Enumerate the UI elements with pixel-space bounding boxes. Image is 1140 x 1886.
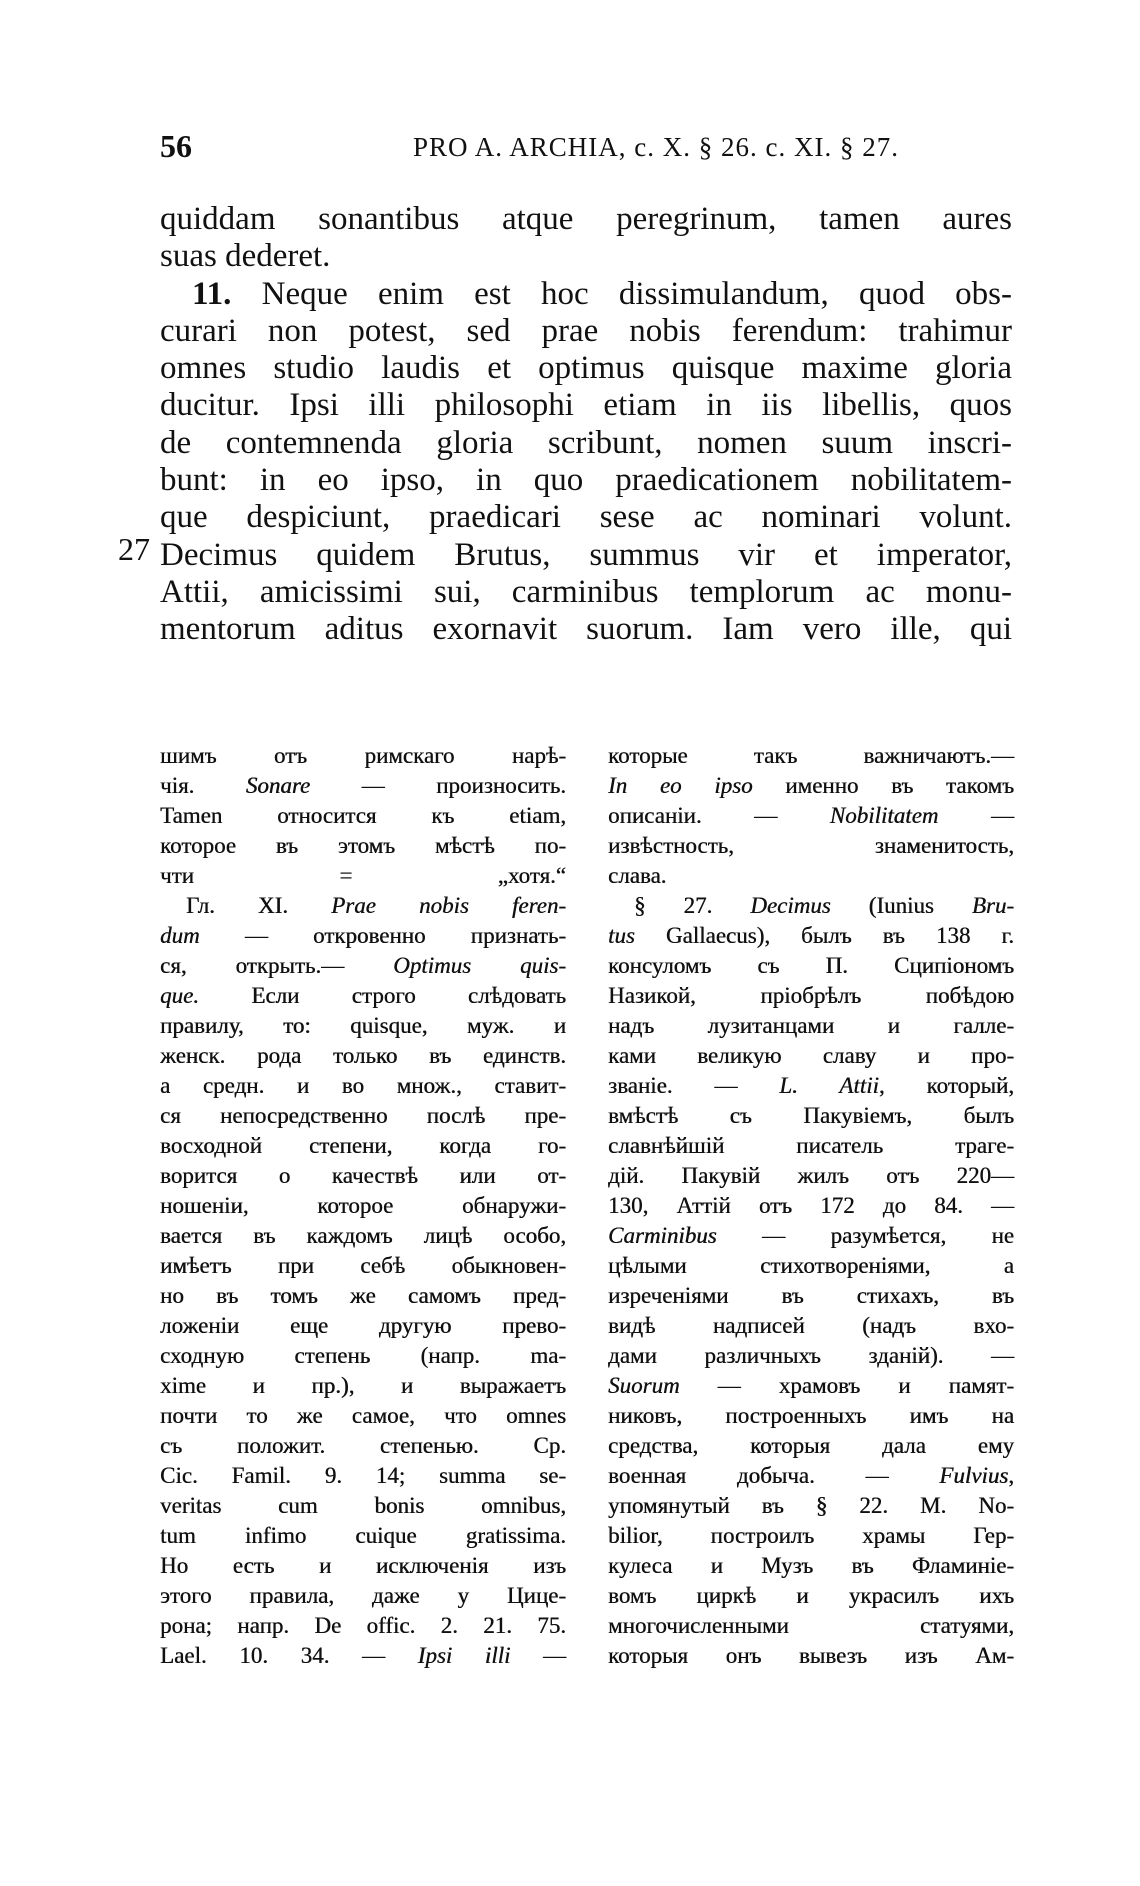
text-segment: которые такъ важничаютъ.— (608, 743, 1014, 768)
text-segment: упомянутый въ § 22. M. No- (608, 1493, 1014, 1518)
text-segment: дій. Пакувій жилъ отъ 220— (608, 1163, 1014, 1188)
text-segment: ся, открыть.— (160, 953, 394, 978)
text-segment: — произносить. (310, 773, 566, 798)
text-segment: veritas cum bonis omnibus, (160, 1493, 566, 1518)
text-segment: именно въ такомъ (752, 773, 1014, 798)
text-segment: tum infimo cuique gratissima. (160, 1523, 566, 1548)
text-line (118, 530, 1012, 574)
italic-term: In eo ipso (608, 773, 753, 798)
text-segment: консуломъ съ П. Сципіономъ (608, 953, 1014, 978)
page-number: 56 (160, 128, 192, 164)
text-line (608, 741, 1014, 771)
text-line (160, 574, 1012, 611)
text-line (160, 1041, 566, 1071)
text-segment: — разумѣется, не (716, 1223, 1014, 1248)
text-line (160, 921, 566, 951)
text-segment: которыя онъ вывезъ изъ Ам- (608, 1643, 1014, 1668)
text-segment: слава. (608, 863, 667, 888)
text-line (160, 1281, 566, 1311)
text-line (160, 831, 566, 861)
text-segment: рона; напр. De offic. 2. 21. 75. (160, 1613, 566, 1638)
text-line (160, 1341, 566, 1371)
text-line (160, 1521, 566, 1551)
text-segment: изреченіями въ стихахъ, въ (608, 1283, 1014, 1308)
italic-term: Suorum (608, 1373, 680, 1398)
text-line (608, 981, 1014, 1011)
text-segment: ношеніи, которое обнаружи- (160, 1193, 566, 1218)
italic-term: Nobilitatem (829, 803, 939, 828)
text-segment: этого правила, даже у Цице- (160, 1583, 566, 1608)
text-segment: Назикой, пріобрѣлъ побѣдою (608, 983, 1014, 1008)
text-line (160, 1071, 566, 1101)
text-segment: вается въ каждомъ лицѣ особо, (160, 1223, 566, 1248)
text-segment: — (938, 803, 1015, 828)
text-line (608, 1221, 1014, 1251)
text-line (160, 201, 1012, 238)
text-line (160, 1101, 566, 1131)
text-line (160, 861, 566, 891)
text-line (608, 1461, 1014, 1491)
text-segment: чія. (160, 773, 246, 798)
text-line (608, 1011, 1014, 1041)
text-segment: Cic. Famil. 9. 14; summa se- (160, 1463, 566, 1488)
text-line (160, 801, 566, 831)
text-segment: (Iunius (830, 893, 972, 918)
text-segment: omnes studio laudis et optimus quisque maxime gloria (160, 350, 1012, 387)
text-segment: цѣлыми стихотвореніями, а (608, 1253, 1014, 1278)
text-segment: славнѣйшій писатель траге- (608, 1133, 1014, 1158)
text-line (608, 1641, 1014, 1671)
text-line (160, 1581, 566, 1611)
text-segment: правилу, то: quisque, муж. и (160, 1013, 566, 1038)
text-line (608, 951, 1014, 981)
italic-term: Fulvius (939, 1463, 1009, 1488)
text-segment: которое въ этомъ мѣстѣ по- (160, 833, 566, 858)
text-line (608, 1041, 1014, 1071)
italic-term: Decimus (750, 893, 831, 918)
text-segment: шимъ отъ римскаго нарѣ- (160, 743, 566, 768)
text-line (608, 1251, 1014, 1281)
text-line (160, 499, 1012, 536)
text-line (160, 1551, 566, 1581)
text-line (608, 1401, 1014, 1431)
italic-term: Carminibus (608, 1223, 717, 1248)
text-segment: que despiciunt, praedicari sese ac nominari volunt. (160, 499, 1012, 536)
text-segment: ducitur. Ipsi illi philosophi etiam in iis libellis, quos (160, 387, 1012, 424)
text-line (160, 1641, 566, 1671)
text-line (608, 831, 1014, 861)
text-line (160, 1011, 566, 1041)
text-line (160, 891, 566, 921)
text-segment: военная добыча. — (608, 1463, 940, 1488)
text-segment: ложеніи еще другую прево- (160, 1313, 566, 1338)
text-segment: Attii, amicissimi sui, carminibus templorum ac monu- (160, 573, 1012, 610)
text-segment: , (1008, 1463, 1014, 1488)
italic-term: Optimus quis- (393, 953, 566, 978)
text-line (608, 771, 1014, 801)
text-segment: кулеса и Музъ въ Фламиніе- (608, 1553, 1014, 1578)
text-segment: , который, (878, 1073, 1014, 1098)
text-segment: никовъ, построенныхъ имъ на (608, 1403, 1014, 1428)
text-line (160, 1371, 566, 1401)
text-segment: средства, которыя дала ему (608, 1433, 1014, 1458)
text-line (608, 891, 1014, 921)
text-line (608, 1371, 1014, 1401)
italic-term: Bru- (971, 893, 1014, 918)
text-line (160, 1191, 566, 1221)
text-segment: — откровенно признать- (199, 923, 566, 948)
text-segment: Decimus quidem Brutus, summus vir et imperator, (160, 536, 1012, 573)
text-line (160, 350, 1012, 387)
text-segment: ся непосредственно послѣ пре- (160, 1103, 566, 1128)
text-segment: званіе. — (608, 1073, 780, 1098)
text-segment: Neque enim est hoc dissimulandum, quod obs- (231, 275, 1012, 312)
text-line (160, 981, 566, 1011)
text-line (160, 1251, 566, 1281)
text-line (160, 951, 566, 981)
text-line (160, 1401, 566, 1431)
text-line (608, 921, 1014, 951)
text-segment: Tamen относится къ etiam, (160, 803, 566, 828)
text-line (608, 1311, 1014, 1341)
text-line (160, 1161, 566, 1191)
text-segment: Gallaecus), былъ въ 138 г. (634, 923, 1014, 948)
text-segment: вмѣстѣ съ Пакувіемъ, былъ (608, 1103, 1014, 1128)
text-segment: Гл. XI. (186, 893, 332, 918)
text-segment: сходную степень (напр. ma- (160, 1343, 566, 1368)
text-segment: Если строго слѣдовать (198, 983, 566, 1008)
text-line (608, 1581, 1014, 1611)
text-segment: — (510, 1643, 567, 1668)
text-line (160, 741, 566, 771)
text-segment: чти = „хотя.“ (160, 863, 566, 888)
text-segment: Но есть и исключенія изъ (160, 1553, 566, 1578)
text-line (608, 1101, 1014, 1131)
section-number: 11. (192, 275, 232, 312)
text-line (608, 1491, 1014, 1521)
text-line (608, 1431, 1014, 1461)
italic-term: dum (160, 923, 200, 948)
text-segment: извѣстность, знаменитость, (608, 833, 1014, 858)
text-segment: многочисленными статуями, (608, 1613, 1014, 1638)
text-segment: ками великую славу и про- (608, 1043, 1014, 1068)
commentary-column-left (160, 741, 566, 1671)
text-segment: 130, Аттій отъ 172 до 84. — (608, 1193, 1014, 1218)
text-segment: quiddam sonantibus atque peregrinum, tamen aures (160, 201, 1012, 237)
text-segment: curari non potest, sed prae nobis ferendum: trahimur (160, 312, 1012, 349)
text-segment: ворится о качествѣ или от- (160, 1163, 566, 1188)
text-line (160, 1461, 566, 1491)
text-segment: восходной степени, когда го- (160, 1133, 566, 1158)
text-line (160, 1221, 566, 1251)
text-line (608, 1521, 1014, 1551)
page-header (160, 128, 1012, 172)
text-line (160, 276, 1012, 313)
text-segment: видѣ надписей (надъ вхо- (608, 1313, 1014, 1338)
text-segment: suas dederet. (160, 238, 331, 275)
italic-term: Ipsi illi (417, 1643, 511, 1668)
text-line (160, 1431, 566, 1461)
text-line (608, 861, 1014, 891)
text-segment: но въ томъ же самомъ пред- (160, 1283, 566, 1308)
commentary-column-right (608, 741, 1014, 1671)
italic-term: Prae nobis feren- (331, 893, 566, 918)
text-segment: — храмовъ и памят- (679, 1373, 1014, 1398)
text-segment: съ положит. степенью. Ср. (160, 1433, 566, 1458)
text-segment: почти то же самое, что omnes (160, 1403, 566, 1428)
text-line (160, 387, 1012, 424)
text-segment: женск. рода только въ единств. (160, 1043, 566, 1068)
text-line (608, 1071, 1014, 1101)
text-segment: § 27. (634, 893, 751, 918)
italic-term: tus (608, 923, 635, 948)
text-segment: а средн. и во множ., ставит- (160, 1073, 566, 1098)
italic-term: que. (160, 983, 199, 1008)
text-line (160, 1131, 566, 1161)
text-line (160, 1611, 566, 1641)
text-segment: bunt: in eo ipso, in quo praedicationem nobilitatem- (160, 462, 1012, 499)
running-head: PRO A. ARCHIA, c. X. § 26. c. XI. § 27. (412, 132, 899, 162)
text-line (160, 238, 1012, 275)
text-line (608, 1131, 1014, 1161)
main-latin-text (118, 201, 1012, 649)
text-segment: xime и пр.), и выражаетъ (160, 1373, 566, 1398)
text-line (608, 1191, 1014, 1221)
text-line (160, 1311, 566, 1341)
text-segment: Lael. 10. 34. — (160, 1643, 418, 1668)
text-segment: описаніи. — (608, 803, 830, 828)
text-line (160, 611, 1012, 648)
text-line (160, 313, 1012, 350)
text-line (608, 1281, 1014, 1311)
text-line (160, 462, 1012, 499)
text-line (160, 771, 566, 801)
text-line (608, 1611, 1014, 1641)
text-segment: de contemnenda gloria scribunt, nomen suum inscri- (160, 424, 1012, 461)
text-line (160, 425, 1012, 462)
margin-section-number: 27 (118, 530, 150, 567)
text-line (608, 801, 1014, 831)
text-segment: вомъ циркѣ и украсилъ ихъ (608, 1583, 1014, 1608)
text-line (608, 1341, 1014, 1371)
text-line (160, 1491, 566, 1521)
text-line (608, 1551, 1014, 1581)
italic-term: L. Attii (779, 1073, 879, 1098)
text-segment: дами различныхъ зданій). — (608, 1343, 1014, 1368)
text-segment: надъ лузитанцами и галле- (608, 1013, 1014, 1038)
text-line (608, 1161, 1014, 1191)
text-segment: bilior, построилъ храмы Гер- (608, 1523, 1014, 1548)
text-segment: mentorum aditus exornavit suorum. Iam vero ille, qui (160, 611, 1012, 648)
italic-term: Sonare (245, 773, 311, 798)
text-segment: имѣетъ при себѣ обыкновен- (160, 1253, 566, 1278)
